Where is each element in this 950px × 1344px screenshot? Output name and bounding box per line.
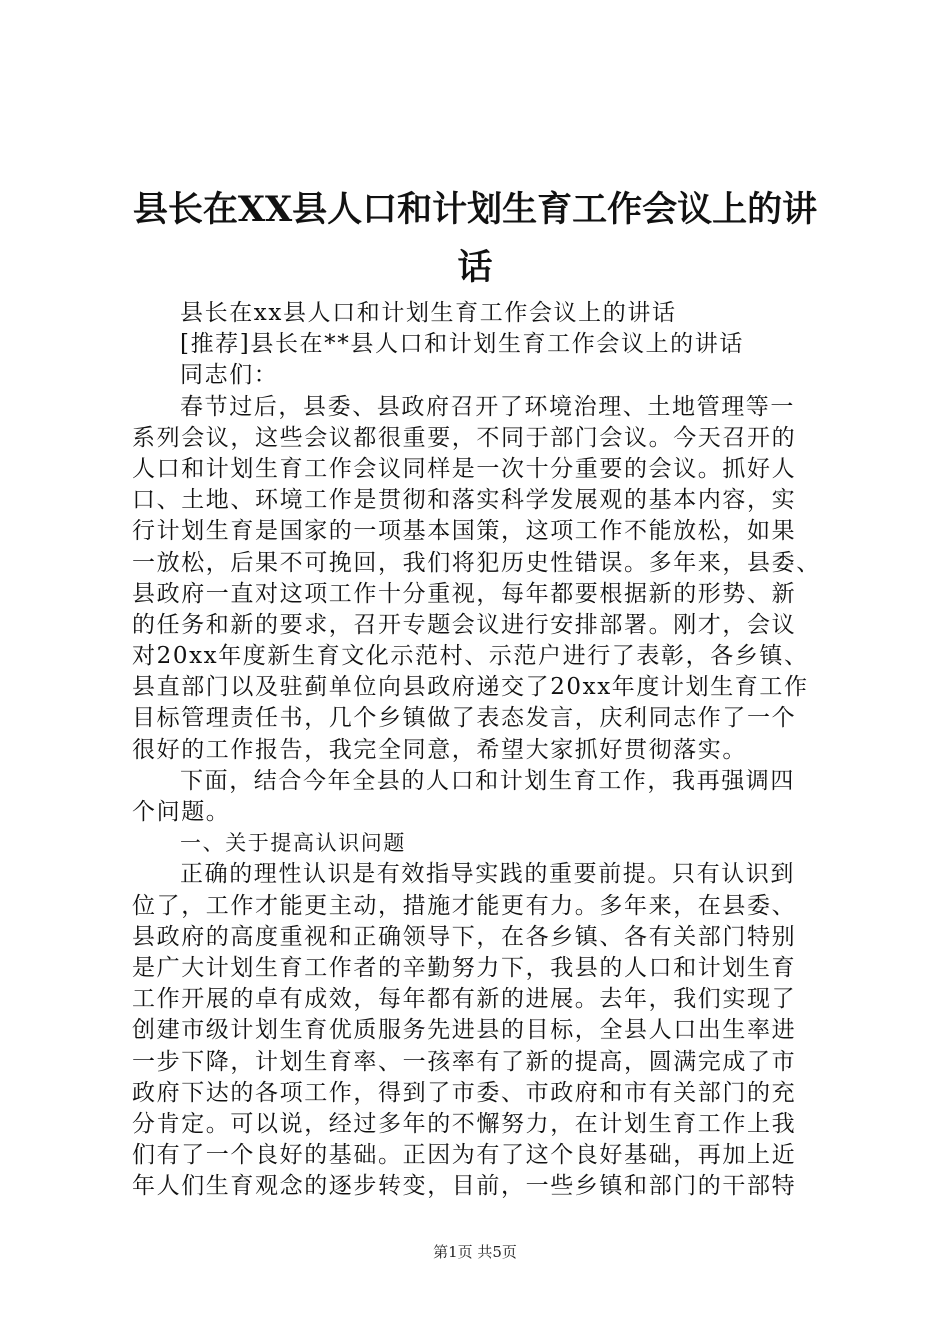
paragraph-line: 目标管理责任书，几个乡镇做了表态发言，庆利同志作了一个: [132, 705, 797, 732]
document-title-line-2: 话: [457, 247, 493, 288]
paragraph-line: 分肯定。可以说，经过多年的不懈努力，在计划生育工作上我: [132, 1110, 797, 1137]
paragraph-line: 正确的理性认识是有效指导实践的重要前提。只有认识到: [180, 861, 795, 888]
paragraph-line: 很好的工作报告，我完全同意，希望大家抓好贯彻落实。: [132, 736, 747, 763]
paragraph-line: 人口和计划生育工作会议同样是一次十分重要的会议。抓好人: [132, 455, 797, 482]
paragraph-line: 是广大计划生育工作者的辛勤努力下，我县的人口和计划生育: [132, 954, 797, 981]
paragraph-line: 创建市级计划生育优质服务先进县的目标，全县人口出生率进: [132, 1017, 797, 1044]
paragraph-line: 县政府一直对这项工作十分重视，每年都要根据新的形势、新: [132, 580, 797, 607]
section-heading: 一、关于提高认识问题: [180, 831, 406, 856]
paragraph-line: 年人们生育观念的逐步转变，目前，一些乡镇和部门的干部特: [132, 1173, 797, 1200]
page-number: 第1页 共5页: [433, 1243, 517, 1261]
paragraph-line: 一放松，后果不可挽回，我们将犯历史性错误。多年来，县委、: [132, 549, 821, 576]
paragraph-line: 县直部门以及驻蓟单位向县政府递交了20xx年度计划生育工作: [132, 674, 809, 701]
paragraph-line: 下面，结合今年全县的人口和计划生育工作，我再强调四: [180, 767, 795, 794]
paragraph-line: 的任务和新的要求，召开专题会议进行安排部署。刚才，会议: [132, 611, 797, 638]
document-title-line-1: 县长在XX县人口和计划生育工作会议上的讲: [132, 189, 818, 230]
paragraph-line: 一步下降，计划生育率、一孩率有了新的提高，圆满完成了市: [132, 1048, 797, 1075]
paragraph-line: 系列会议，这些会议都很重要，不同于部门会议。今天召开的: [132, 424, 797, 451]
paragraph-line: 行计划生育是国家的一项基本国策，这项工作不能放松，如果: [132, 518, 797, 545]
paragraph-line: 对20xx年度新生育文化示范村、示范户进行了表彰，各乡镇、: [132, 643, 809, 670]
paragraph-line: 位了，工作才能更主动，措施才能更有力。多年来，在县委、: [132, 892, 797, 919]
paragraph-line: 县政府的高度重视和正确领导下，在各乡镇、各有关部门特别: [132, 923, 797, 950]
paragraph-line: 个问题。: [132, 799, 231, 825]
salutation-line: 同志们：: [180, 362, 279, 389]
paragraph-line: 春节过后，县委、县政府召开了环境治理、土地管理等一: [180, 393, 795, 420]
paragraph-line: 口、土地、环境工作是贯彻和落实科学发展观的基本内容，实: [132, 487, 797, 514]
paragraph-line: 政府下达的各项工作，得到了市委、市政府和市有关部门的充: [132, 1079, 797, 1106]
paragraph-line: 们有了一个良好的基础。正因为有了这个良好基础，再加上近: [132, 1142, 797, 1169]
subtitle-line: 县长在xx县人口和计划生育工作会议上的讲话: [180, 300, 677, 326]
subtitle-line: [推荐]县长在**县人口和计划生育工作会议上的讲话: [180, 331, 744, 358]
paragraph-line: 工作开展的卓有成效，每年都有新的进展。去年，我们实现了: [132, 986, 797, 1013]
document-body: [132, 298, 832, 1202]
